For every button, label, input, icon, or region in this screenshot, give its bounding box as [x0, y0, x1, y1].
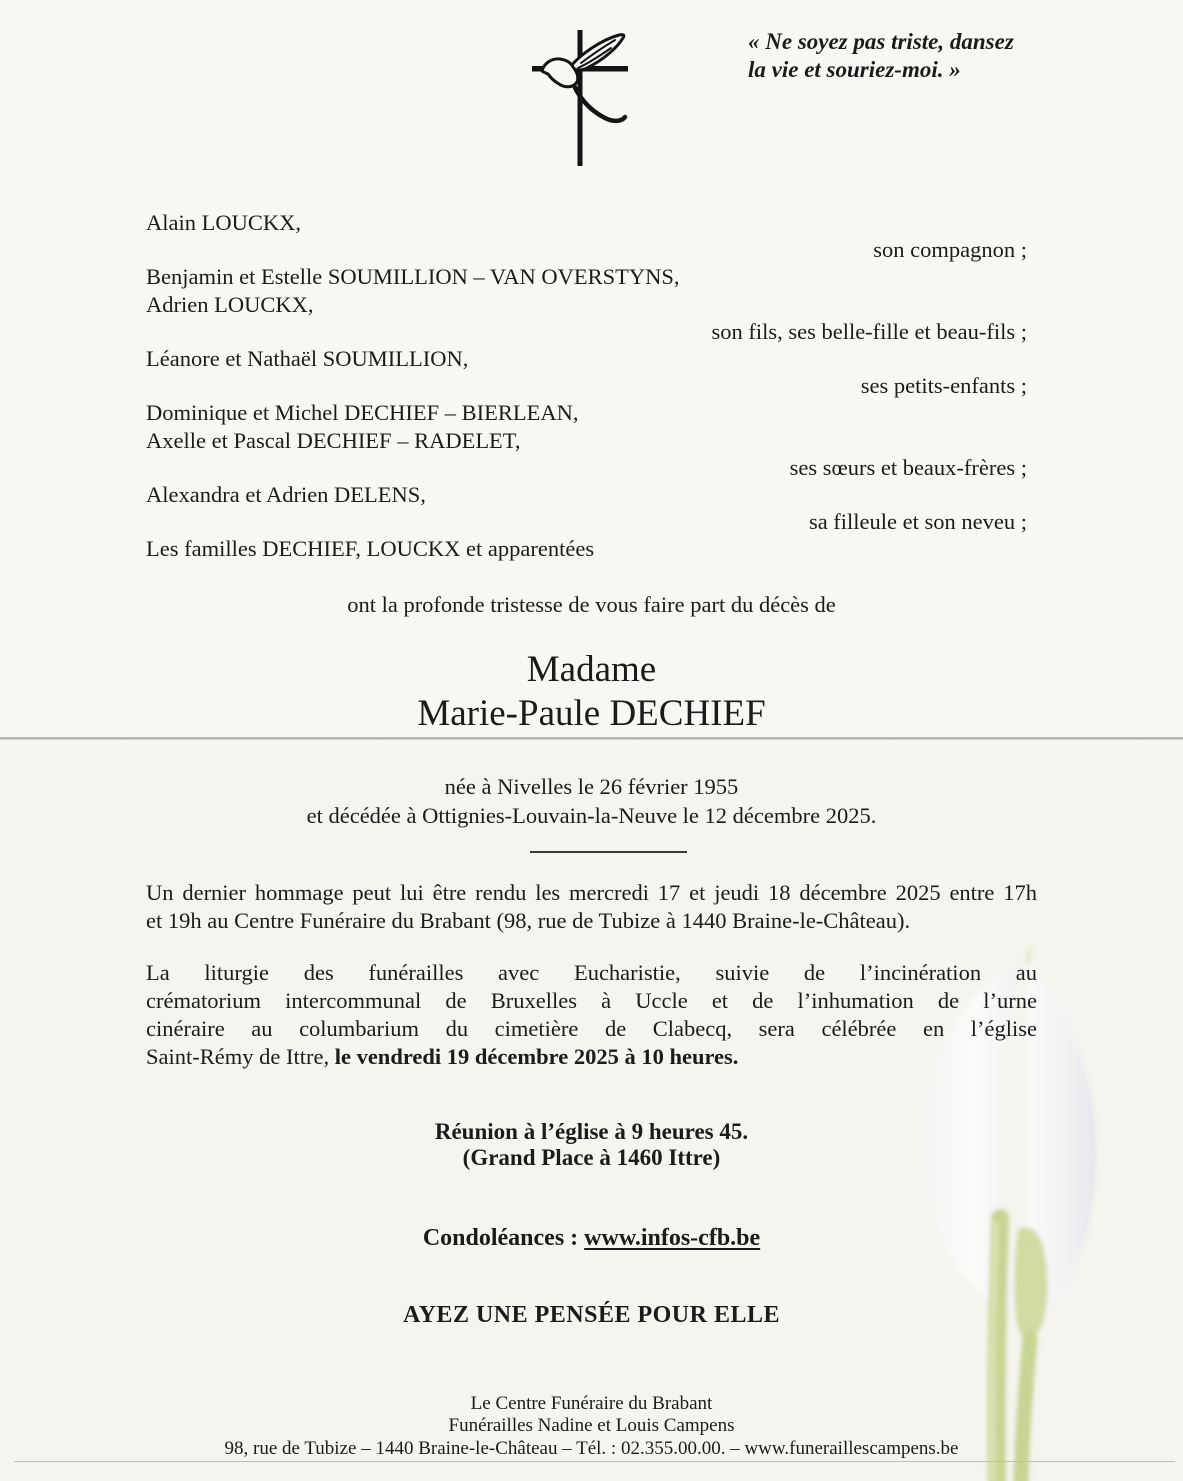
section-divider-line: [530, 851, 687, 853]
footer-address-line: 98, rue de Tubize – 1440 Braine-le-Château – Tél. : 02.355.00.00. – www.funeraillescampens.be: [224, 1437, 959, 1459]
family-name-line: Axelle et Pascal DECHIEF – RADELET,: [146, 427, 521, 453]
condolences-label: Condoléances :: [422, 1225, 585, 1251]
footer-company-line: Le Centre Funéraire du Brabant: [470, 1393, 713, 1414]
viewing-paragraph: [146, 879, 1037, 935]
family-name-line: Dominique et Michel DECHIEF – BIERLEAN,: [146, 400, 579, 426]
family-name-line: Léanore et Nathaël SOUMILLION,: [146, 346, 469, 372]
ceremony-line-1: La liturgie des funérailles avec Eucharistie, suivie de l’incinération au: [146, 960, 1037, 985]
ceremony-line-4-normal: Saint-Rémy de Ittre,: [146, 1044, 335, 1069]
relation-line: son compagnon ;: [873, 237, 1027, 263]
family-name-line: Adrien LOUCKX,: [146, 291, 314, 317]
relation-line: ses petits-enfants ;: [860, 373, 1027, 399]
relation-line: sa filleule et son neveu ;: [808, 509, 1027, 535]
family-name-line: Les familles DECHIEF, LOUCKX et apparentées: [146, 536, 595, 562]
funeral-home-footer: [0, 1393, 1183, 1460]
closing-sentence: AYEZ UNE PENSÉE POUR ELLE: [402, 1302, 781, 1328]
ceremony-line-4: [146, 1043, 1037, 1071]
family-name-line: Alexandra et Adrien DELENS,: [146, 482, 426, 508]
viewing-line-2: et 19h au Centre Funéraire du Brabant (98, rue de Tubize à 1440 Braine-le-Château).: [146, 908, 911, 933]
footer-owners-line: Funérailles Nadine et Louis Campens: [448, 1415, 735, 1437]
scan-edge-line: [14, 1461, 1175, 1462]
viewing-line-1: Un dernier hommage peut lui être rendu les mercredi 17 et jeudi 18 décembre 2025 entre 17h: [146, 880, 1037, 905]
deceased-name: Marie-Paule DECHIEF: [417, 693, 766, 734]
relation-line: ses sœurs et beaux-frères ;: [789, 454, 1027, 480]
church-meeting-block: [0, 1119, 1183, 1171]
ceremony-line-3: cinéraire au columbarium du cimetière de Clabecq, sera célébrée en l’église: [146, 1016, 1037, 1041]
family-name-line: Alain LOUCKX,: [146, 210, 301, 235]
memorial-quote: [748, 28, 1014, 84]
ceremony-paragraph: [146, 959, 1037, 1071]
birth-line: née à Nivelles le 26 février 1955: [444, 774, 739, 799]
meeting-time-line: Réunion à l’église à 9 heures 45.: [434, 1119, 749, 1144]
fold-crease-line: [0, 737, 1183, 740]
meeting-place-line: (Grand Place à 1460 Ittre): [462, 1145, 721, 1170]
family-name-line: Benjamin et Estelle SOUMILLION – VAN OVERSTYNS,: [146, 264, 680, 290]
deceased-title: Madame: [526, 649, 657, 690]
family-list: [146, 209, 1037, 563]
announcement-intro: ont la profonde tristesse de vous faire part du décès de: [347, 592, 836, 617]
cross-dove-icon: [521, 22, 645, 172]
ceremony-date-bold: le vendredi 19 décembre 2025 à 10 heures.: [334, 1044, 739, 1069]
death-line: et décédée à Ottignies-Louvain-la-Neuve le 12 décembre 2025.: [306, 803, 877, 828]
quote-line-1: « Ne soyez pas triste, dansez: [748, 29, 1014, 54]
condolences-line: [0, 1225, 1183, 1252]
quote-line-2: la vie et souriez-moi. »: [748, 57, 961, 82]
condolences-url-link[interactable]: www.infos-cfb.be: [584, 1225, 761, 1251]
ceremony-line-2: crématorium intercommunal de Bruxelles à Uccle et de l’inhumation de l’urne: [146, 988, 1037, 1013]
relation-line: son fils, ses belle-fille et beau-fils ;: [711, 318, 1027, 344]
